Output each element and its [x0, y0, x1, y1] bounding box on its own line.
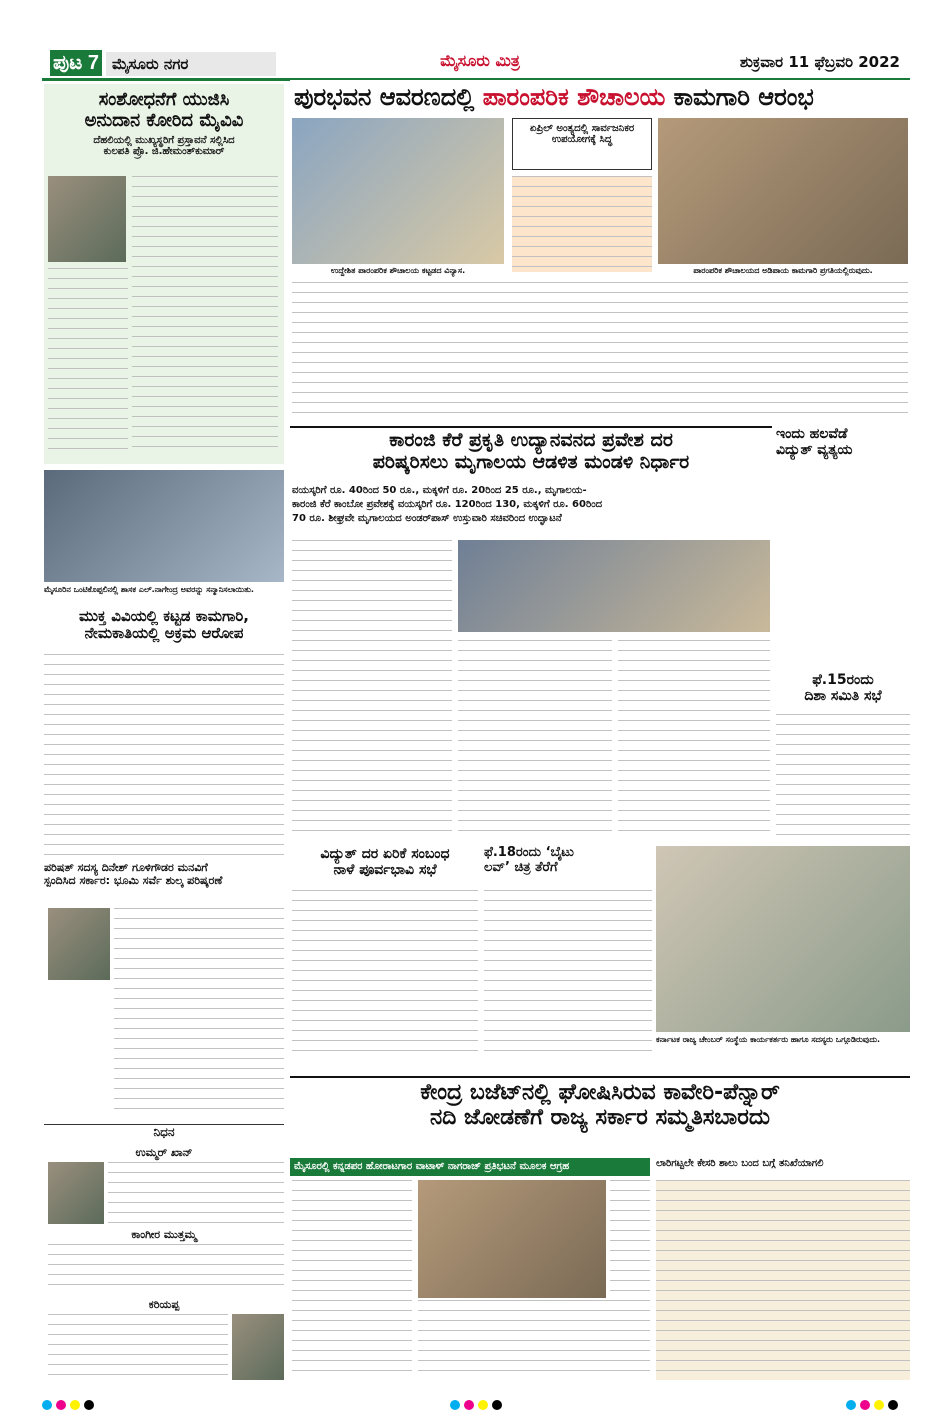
top-story-headline: ಪುರಭವನ ಆವರಣದಲ್ಲಿ ಪಾರಂಪರಿಕ ಶೌಚಾಲಯ ಕಾಮಗಾರಿ ಆರಂಭ: [294, 83, 814, 111]
toilet-design-caption: ಉದ್ದೇಶಿತ ಪಾರಂಪರಿಕ ಶೌಚಾಲಯ ಕಟ್ಟಡದ ವಿನ್ಯಾಸ.: [292, 265, 504, 277]
mukta-body: [44, 654, 284, 858]
dinesh-portrait: [48, 908, 110, 980]
karanji-body-1: [292, 540, 452, 840]
cauvery-story: [290, 1076, 910, 1156]
felicitation-caption: ಮೈಸೂರಿನ ಒಂಟಿಕೊಪ್ಪಲಿನಲ್ಲಿ ಶಾಸಕ ಎಲ್.ನಾಗೇಂದ್ರ ಅವರನ್ನು ಸನ್ಮಾನಿಸಲಾಯಿತು.: [44, 585, 254, 594]
top-story-callout: ಏಪ್ರಿಲ್ ಅಂತ್ಯದಲ್ಲಿ ಸಾರ್ವಜನಿಕರ ಉಪಯೋಗಕ್ಕೆ ಸಿದ್ಧ: [512, 118, 652, 170]
left-top-body-2: [48, 268, 128, 456]
karanji-body-3: [618, 640, 770, 840]
karanji-headline-2: ಪರಿಷ್ಕರಿಸಲು ಮೃಗಾಲಯ ಆಡಳಿತ ಮಂಡಳಿ ನಿರ್ಧಾರ: [372, 450, 690, 473]
top-story-headline-bar: [290, 80, 910, 114]
karanji-bullets: [292, 484, 770, 540]
foundation-caption: ಪಾರಂಪರಿಕ ಶೌಚಾಲಯದ ಅಡಿಪಾಯ ಕಾಮಗಾರಿ ಪ್ರಗತಿಯಲ್ಲಿರುವುದು.: [693, 266, 873, 275]
registration-marks-right: [846, 1400, 898, 1410]
cauvery-photo-caption: [610, 1180, 650, 1298]
obit-name-3: ಕರಿಯಪ್ಪ: [148, 1298, 180, 1311]
cauvery-body-2: [418, 1300, 650, 1380]
bhetu-headline-2: ಲವ್’ ಚಿತ್ರ ತೆರೆಗೆ: [484, 859, 558, 875]
top-story-highlight-box: [512, 176, 652, 272]
cauvery-headline-1: ಕೇಂದ್ರ ಬಜೆಟ್‌ನಲ್ಲಿ ಘೋಷಿಸಿರುವ ಕಾವೇರಿ-ಪೆನ್ನಾರ್: [420, 1080, 780, 1105]
zoo-meeting-photo: [458, 540, 770, 632]
obit-name-1: ಉಮ್ಮರ್ ಖಾನ್: [135, 1146, 193, 1159]
mukta-headline-1: ಮುಕ್ತ ವಿವಿಯಲ್ಲಿ ಕಟ್ಟಡ ಕಾಮಗಾರಿ,: [78, 607, 249, 625]
felicitation-photo: [44, 470, 284, 582]
cauvery-headline-2: ನದಿ ಜೋಡಣೆಗೆ ರಾಜ್ಯ ಸರ್ಕಾರ ಸಮ್ಮತಿಸಬಾರದು: [429, 1105, 771, 1131]
electric-body: [292, 890, 478, 1060]
disha-head: [776, 672, 910, 712]
registration-marks-center: [450, 1400, 502, 1410]
disha-body: [776, 714, 910, 844]
electric-headline-1: ವಿದ್ಯುತ್ ದರ ಏರಿಕೆ ಸಂಬಂಧ: [320, 846, 450, 862]
disha-headline-2: ದಿಶಾ ಸಮಿತಿ ಸಭೆ: [804, 688, 882, 705]
council-head: [44, 862, 284, 902]
bhetu-body: [484, 890, 652, 1060]
left-top-story: [44, 84, 284, 464]
cauvery-strap: ಮೈಸೂರಲ್ಲಿ ಕನ್ನಡಪರ ಹೋರಾಟಗಾರ ವಾಟಾಳ್ ನಾಗರಾಜ್ ಪ್ರತಿಭಟನೆ ಮೂಲಕ ಆಗ್ರಹ: [290, 1158, 650, 1176]
left-top-headline-1: ಸಂಶೋಧನೆಗೆ ಯುಜಿಸಿ: [98, 89, 230, 110]
cauvery-body-1: [292, 1180, 412, 1380]
karanji-bullet-2: 70 ರೂ. ಶೀಘ್ರವೇ ಮೃಗಾಲಯದ ಅಂಡರ್‌ಪಾಸ್ ಉಸ್ತುವಾರಿ ಸಚಿವರಿಂದ ಉದ್ಘಾಟನೆ: [292, 513, 562, 524]
left-top-subhead-2: ಕುಲಪತಿ ಪ್ರೊ. ಜಿ.ಹೇಮಂತ್‌ಕುಮಾರ್: [103, 146, 225, 158]
electric-head: [290, 846, 480, 886]
power-cut-headline-1: ಇಂದು ಹಲವೆಡೆ: [776, 426, 848, 442]
obit-body-1: [108, 1162, 284, 1224]
left-top-body: [132, 176, 278, 456]
disha-headline-1: ಫೆ.15ರಂದು: [812, 672, 874, 688]
section-title: ಮೈಸೂರು ನಗರ: [106, 52, 276, 76]
bhetu-head: [484, 846, 652, 886]
chamber-caption: ಕರ್ನಾಟಕ ರಾಜ್ಯ ಚೇಂಬರ್ ಸಂಸ್ಥೆಯ ಕಾರ್ಯಕರ್ತರು ಹಾಗೂ ಸದಸ್ಯರು ಒಗ್ಗೂಡಿರುವುದು.: [656, 1035, 881, 1044]
top-story-body: [292, 282, 908, 422]
saffron-body: [656, 1180, 910, 1380]
saffron-headline: ಲಾರಿಗಟ್ಟಲೇ ಕೇಸರಿ ಶಾಲು ಬಂದ ಬಗ್ಗೆ ತನಿಖೆಯಾಗಲಿ: [656, 1158, 824, 1169]
left-top-subhead-1: ದೆಹಲಿಯಲ್ಲಿ ಮುಖ್ಯಸ್ಥರಿಗೆ ಪ್ರಸ್ತಾವನೆ ಸಲ್ಲಿಸಿದ: [93, 135, 235, 147]
obit-title: ನಿಧನ: [44, 1124, 284, 1142]
vc-portrait: [48, 176, 126, 262]
obit-photo-3: [232, 1314, 284, 1380]
electric-headline-2: ನಾಳೆ ಪೂರ್ವಭಾವಿ ಸಭೆ: [333, 862, 437, 879]
obit-name-2: ಕಾಂಗೀರ ಮುತ್ತಮ್ಮ: [131, 1228, 197, 1241]
karanji-bullet-1b: ಕಾರಂಜಿ ಕೆರೆ ಕಾಂಬೋ ಪ್ರವೇಶಕ್ಕೆ ವಯಸ್ಕರಿಗೆ ರೂ. 120ರಿಂದ 130, ಮಕ್ಕಳಿಗೆ ರೂ. 60ರಿಂದ: [292, 499, 603, 510]
page-number: ಪುಟ 7: [50, 50, 102, 76]
obit-body-2: [48, 1244, 284, 1294]
registration-marks-left: [42, 1400, 94, 1410]
karanji-headline-1: ಕಾರಂಜಿ ಕೆರೆ ಪ್ರಕೃತಿ ಉದ್ಯಾನವನದ ಪ್ರವೇಶ ದರ: [389, 429, 673, 451]
power-cut-head: [776, 426, 910, 466]
toilet-design-image: [292, 118, 504, 264]
karanji-body-2: [458, 640, 612, 840]
council-body: [114, 908, 284, 1118]
bhetu-headline-1: ಫೆ.18ರಂದು ‘ಬೈಟು: [484, 845, 574, 860]
left-top-headline-2: ಅನುದಾನ ಕೋರಿದ ಮೈವಿವಿ: [84, 109, 244, 131]
obit-body-3: [48, 1314, 228, 1380]
karanji-bullet-1: ವಯಸ್ಕರಿಗೆ ರೂ. 40ರಿಂದ 50 ರೂ., ಮಕ್ಕಳಿಗೆ ರೂ. 20ರಿಂದ 25 ರೂ., ಮೃಗಾಲಯ-: [292, 485, 587, 496]
obit-photo-1: [48, 1162, 104, 1224]
vatal-protest-photo: [418, 1180, 606, 1298]
paper-name: ಮೈಸೂರು ಮಿತ್ರ: [440, 51, 520, 70]
council-headline-2: ಸ್ಪಂದಿಸಿದ ಸರ್ಕಾರ: ಭೂಮಿ ಸರ್ವೆ ಶುಲ್ಕ ಪರಿಷ್ಕರಣೆ: [44, 873, 223, 887]
mukta-headline-2: ನೇಮಕಾತಿಯಲ್ಲಿ ಅಕ್ರಮ ಆರೋಪ: [84, 624, 244, 643]
power-cut-headline-2: ವಿದ್ಯುತ್ ವ್ಯತ್ಯಯ: [776, 442, 853, 459]
chamber-group-photo: [656, 846, 910, 1032]
issue-date: ಶುಕ್ರವಾರ 11 ಫೆಬ್ರವರಿ 2022: [739, 53, 900, 71]
council-headline-1: ಪರಿಷತ್ ಸದಸ್ಯ ದಿನೇಶ್ ಗೂಳಿಗೌಡರ ಮನವಿಗೆ: [44, 861, 208, 874]
foundation-photo: [658, 118, 908, 264]
mukta-head: [44, 608, 284, 652]
